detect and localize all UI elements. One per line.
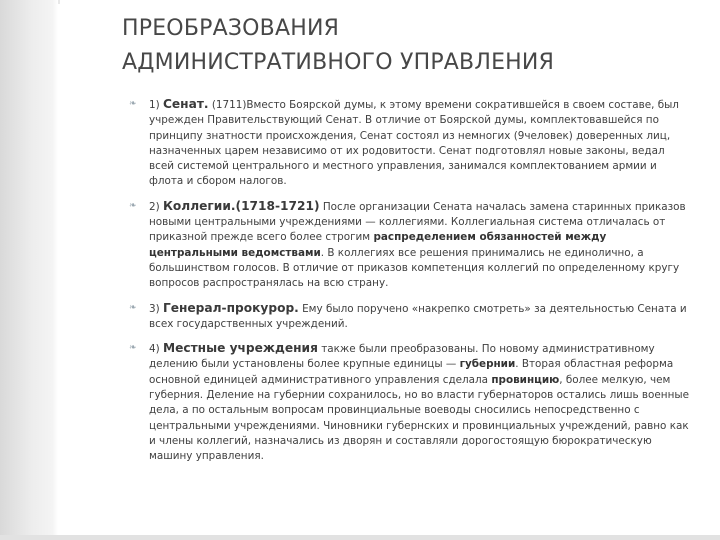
bullet-list (129, 97, 692, 465)
item-text: , более мелкую, чем губерния. Деление на губернии сохранилось, но во власти губернаторов остались лишь военные дела, а по остальным вопросам провинциальные воеводы сносились непосредственно с центральными учреждениями. Чиновники губернских и провинциальных учреждений, равно как и члены коллегий, назначались из дворян и составляли дорогостоящую бюрократическую машину управления. (149, 373, 689, 463)
item-text: Ему было поручено «накрепко смотреть» за деятельностью Сената и всех государственных учреждений. (149, 302, 687, 330)
bullet-icon: ❧ (129, 302, 137, 313)
item-number: 4) (149, 343, 163, 356)
page-title (122, 12, 682, 80)
left-decorative-band (0, 0, 58, 540)
item-heading: Местные учреждения (162, 341, 318, 356)
item-text: также были преобразованы. По новому административному делению были установлены более крупные единицы — (149, 343, 655, 371)
item-number: 1) (149, 99, 163, 111)
item-number: 3) (149, 302, 163, 315)
item-bold-text: распределением обязанностей между центральными ведомствами (149, 231, 607, 259)
bullet-icon: ❧ (129, 200, 137, 211)
item-text: . Вторая областная реформа основной единицей административного управления сделала (149, 358, 674, 386)
item-bold-text: губернии (459, 358, 516, 371)
item-heading: Генерал-прокурор. (162, 300, 299, 315)
bullet-item-senate (129, 97, 692, 190)
bullet-item-procurator (129, 300, 692, 333)
title-line-1: ПРЕОБРАЗОВАНИЯ (122, 16, 340, 41)
bottom-border (0, 535, 720, 540)
bullet-item-local-institutions (129, 341, 692, 464)
title-line-2: АДМИНИСТРАТИВНОГО УПРАВЛЕНИЯ (122, 50, 555, 75)
item-bold-text: провинцию (491, 373, 560, 386)
item-text: После организации Сената началась замена старинных приказов новыми центральными учреждениями — коллегиями. Коллегиальная система отличалась от приказной прежде всего более строгим (149, 200, 686, 244)
bullet-icon: ❧ (129, 343, 137, 354)
item-text: . В коллегиях все решения принимались не единолично, а большинством голосов. В отличие от приказов компетенция коллегий по определенному кругу вопросов распространялась на всю страну. (149, 246, 680, 290)
item-number: 2) (149, 200, 163, 213)
bullet-item-collegia (129, 198, 692, 292)
item-heading: Коллегии.(1718-1721) (162, 198, 320, 213)
item-text: (1711)Вместо Боярской думы, к этому времени сократившейся в своем составе, был учрежден Правительствующий Сенат. В отличие от Боярской думы, комплектовавшейся по принципу знатности происхождения, Сенат состоял из немногих (9человек) доверенных лиц, назначенных царем независимо от их родовитости. Сенат подготовлял новые законы, ведал всей системой центрального и местного управления, занимался комплектованием армии и флота и сбором налогов. (149, 99, 679, 188)
bullet-icon: ❧ (129, 99, 137, 109)
item-heading: Сенат. (162, 97, 209, 111)
